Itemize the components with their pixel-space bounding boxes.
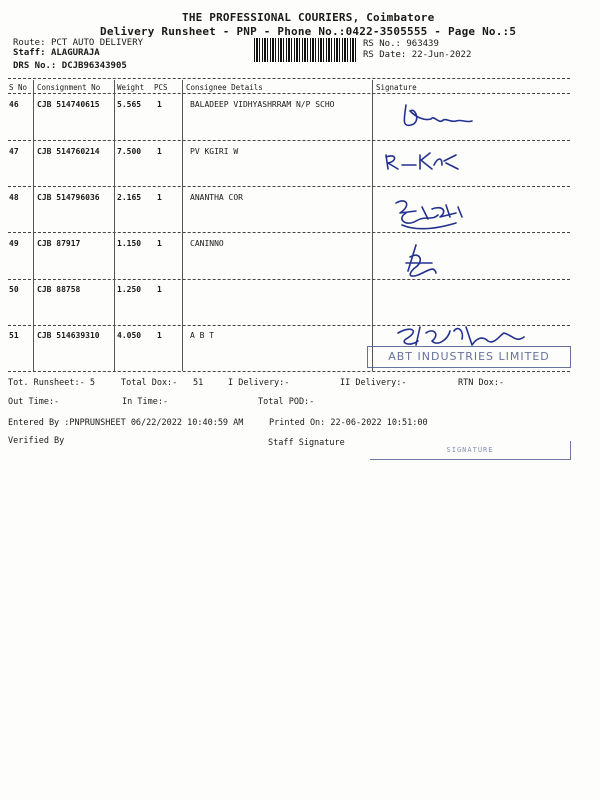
runsheet-subtitle: Delivery Runsheet - PNP - Phone No.:0422-3505555 - Page No.:5 (100, 25, 517, 38)
row-consignee: BALADEEP VIDHYASHRRAM N/P SCHO (190, 100, 335, 109)
row-pcs: 1 (157, 193, 162, 202)
route-label: Route: (13, 38, 46, 48)
row-sno: 51 (9, 331, 19, 340)
total-dox-label: Total Dox:- (121, 378, 178, 388)
drs-value: DCJB96343905 (61, 61, 127, 71)
route-value: PCT AUTO DELIVERY (50, 38, 144, 48)
row-weight: 1.150 (117, 239, 142, 248)
handwritten-signatures (376, 95, 572, 371)
rs-no-value: 963439 (406, 39, 439, 49)
header-bottom-rule (8, 93, 570, 94)
i-delivery: I Delivery:- (228, 378, 290, 388)
company-stamp: ABT INDUSTRIES LIMITED (367, 346, 571, 368)
col-header-consignee: Consignee Details (186, 83, 263, 92)
row-consignment: CJB 514760214 (37, 147, 100, 156)
row-consignee: CANINNO (190, 239, 224, 248)
row-sno: 49 (9, 239, 19, 248)
col-header-sno: S No (9, 83, 28, 92)
column-divider (114, 80, 115, 371)
row-pcs: 1 (157, 285, 162, 294)
rs-date-line (363, 50, 471, 60)
signature-49 (406, 245, 436, 276)
row-sno: 48 (9, 193, 19, 202)
row-sno: 47 (9, 147, 19, 156)
company-title: THE PROFESSIONAL COURIERS, Coimbatore (182, 11, 435, 24)
rtn-dox: RTN Dox:- (458, 378, 505, 388)
signature-46 (404, 105, 472, 125)
total-dox-value: 51 (193, 378, 204, 388)
total-pod: Total POD:- (258, 397, 315, 407)
col-header-weight: Weight (117, 83, 145, 92)
staff-value: ALAGURAJA (50, 48, 100, 58)
signature-47 (386, 153, 458, 169)
staff-line (13, 48, 100, 58)
row-weight: 2.165 (117, 193, 142, 202)
rs-date-label: RS Date: (363, 50, 407, 60)
row-consignee: PV KGIRI W (190, 147, 239, 156)
tot-runsheet: Tot. Runsheet:- 5 (8, 378, 95, 388)
row-consignment: CJB 514740615 (37, 100, 100, 109)
signature-stamp: SIGNATURE (370, 441, 571, 460)
route-line (13, 38, 143, 48)
row-pcs: 1 (157, 239, 162, 248)
ii-delivery: II Delivery:- (340, 378, 407, 388)
in-time: In Time:- (122, 397, 169, 407)
row-pcs: 1 (157, 331, 162, 340)
drs-line (13, 61, 127, 71)
barcode (254, 38, 358, 62)
row-consignment: CJB 514796036 (37, 193, 100, 202)
signature-51 (398, 327, 524, 345)
column-divider (182, 80, 183, 371)
row-pcs: 1 (157, 100, 162, 109)
row-consignee: ANANTHA COR (190, 193, 243, 202)
row-weight: 7.500 (117, 147, 142, 156)
printed-on: Printed On: 22-06-2022 10:51:00 (269, 418, 428, 428)
entered-by: Entered By :PNPRUNSHEET 06/22/2022 10:40:59 AM (8, 418, 244, 428)
signature-48 (396, 201, 462, 229)
row-weight: 5.565 (117, 100, 142, 109)
table-top-rule (8, 78, 570, 79)
col-header-consignment: Consignment No (37, 83, 101, 92)
staff-signature: Staff Signature (268, 438, 345, 448)
verified-by: Verified By (8, 436, 65, 446)
row-consignment: CJB 87917 (37, 239, 81, 248)
column-divider (33, 80, 34, 371)
drs-label: DRS No.: (13, 61, 57, 71)
row-sno: 46 (9, 100, 19, 109)
table-bottom-rule (8, 371, 570, 372)
row-sno: 50 (9, 285, 19, 294)
rs-no-label: RS No.: (363, 39, 401, 49)
column-divider (372, 80, 373, 371)
row-weight: 4.050 (117, 331, 142, 340)
rs-date-value: 22-Jun-2022 (411, 50, 472, 60)
row-consignee: A B T (190, 331, 215, 340)
row-consignment: CJB 514639310 (37, 331, 100, 340)
out-time: Out Time:- (8, 397, 60, 407)
row-weight: 1.250 (117, 285, 142, 294)
col-header-pcs: PCS (154, 83, 168, 92)
row-consignment: CJB 88758 (37, 285, 81, 294)
col-header-signature: Signature (376, 83, 417, 92)
rs-no-line (363, 39, 439, 49)
row-pcs: 1 (157, 147, 162, 156)
staff-label: Staff: (13, 48, 46, 58)
